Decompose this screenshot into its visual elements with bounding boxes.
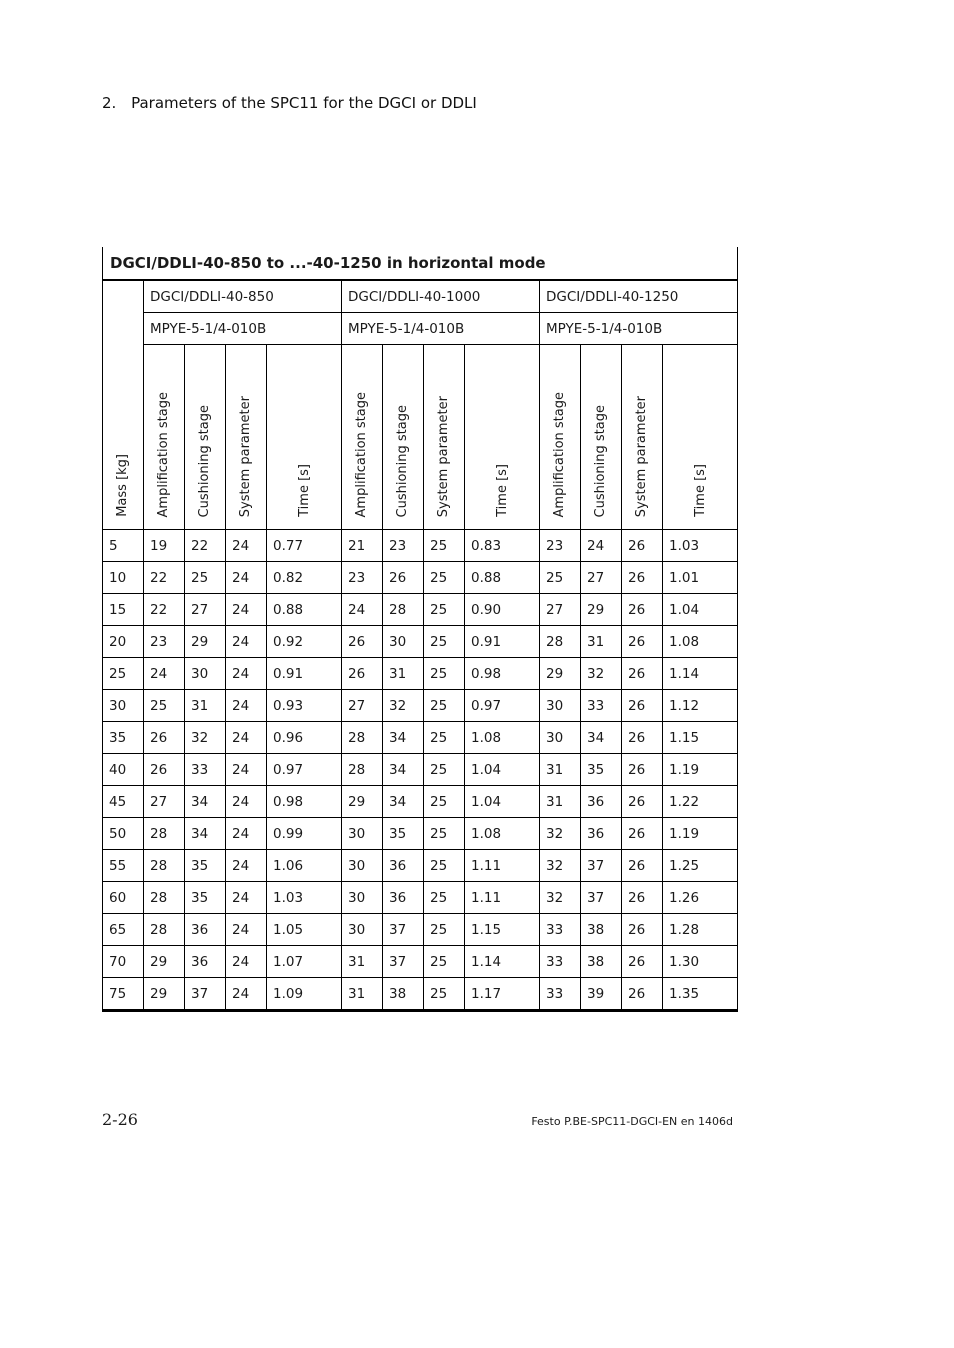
value-cell: 25: [424, 754, 465, 786]
value-cell: 26: [622, 562, 663, 594]
value-cell: 1.22: [663, 786, 738, 818]
value-cell: 33: [540, 914, 581, 946]
value-cell: 26: [383, 562, 424, 594]
mass-cell: 30: [103, 690, 144, 722]
col-header-cushioning: Cushioning stage: [185, 345, 226, 530]
mass-cell: 15: [103, 594, 144, 626]
value-cell: 22: [144, 562, 185, 594]
value-cell: 34: [185, 818, 226, 850]
value-cell: 24: [226, 626, 267, 658]
value-cell: 25: [424, 978, 465, 1011]
value-cell: 31: [383, 658, 424, 690]
value-cell: 29: [185, 626, 226, 658]
value-cell: 36: [383, 850, 424, 882]
mass-cell: 20: [103, 626, 144, 658]
value-cell: 31: [540, 786, 581, 818]
value-cell: 26: [622, 626, 663, 658]
value-cell: 38: [581, 946, 622, 978]
value-cell: 1.04: [663, 594, 738, 626]
value-cell: 24: [581, 530, 622, 562]
value-cell: 0.93: [267, 690, 342, 722]
value-cell: 32: [185, 722, 226, 754]
value-cell: 26: [622, 658, 663, 690]
value-cell: 31: [581, 626, 622, 658]
section-heading: [102, 94, 477, 112]
col-header-amplification: Amplification stage: [540, 345, 581, 530]
value-cell: 0.97: [267, 754, 342, 786]
mass-cell: 45: [103, 786, 144, 818]
col-header-time: Time [s]: [267, 345, 342, 530]
value-cell: 28: [144, 850, 185, 882]
table-row: [103, 594, 738, 626]
valve-header-850: MPYE-5-1/4-010B: [144, 313, 342, 345]
model-header-1000: DGCI/DDLI-40-1000: [342, 280, 540, 313]
mass-label: Mass [kg]: [115, 454, 130, 517]
value-cell: 25: [424, 882, 465, 914]
value-cell: 1.03: [663, 530, 738, 562]
value-cell: 38: [581, 914, 622, 946]
value-cell: 0.99: [267, 818, 342, 850]
value-cell: 34: [383, 786, 424, 818]
value-cell: 0.98: [465, 658, 540, 690]
valve-header-1250: MPYE-5-1/4-010B: [540, 313, 738, 345]
value-cell: 24: [226, 754, 267, 786]
value-cell: 24: [226, 914, 267, 946]
value-cell: 25: [185, 562, 226, 594]
value-cell: 37: [581, 882, 622, 914]
value-cell: 1.03: [267, 882, 342, 914]
value-cell: 23: [383, 530, 424, 562]
value-cell: 30: [342, 850, 383, 882]
value-cell: 1.06: [267, 850, 342, 882]
value-cell: 35: [581, 754, 622, 786]
value-cell: 28: [144, 882, 185, 914]
model-header-1250: DGCI/DDLI-40-1250: [540, 280, 738, 313]
value-cell: 26: [622, 786, 663, 818]
value-cell: 1.09: [267, 978, 342, 1011]
value-cell: 26: [622, 818, 663, 850]
table-row: [103, 562, 738, 594]
value-cell: 34: [383, 722, 424, 754]
value-cell: 29: [144, 978, 185, 1011]
value-cell: 28: [342, 754, 383, 786]
value-cell: 28: [144, 914, 185, 946]
value-cell: 26: [622, 850, 663, 882]
value-cell: 27: [581, 562, 622, 594]
value-cell: 26: [622, 690, 663, 722]
value-cell: 33: [540, 978, 581, 1011]
value-cell: 24: [226, 658, 267, 690]
value-cell: 28: [342, 722, 383, 754]
value-cell: 26: [622, 754, 663, 786]
value-cell: 25: [424, 786, 465, 818]
model-header-850: DGCI/DDLI-40-850: [144, 280, 342, 313]
value-cell: 33: [185, 754, 226, 786]
table-row: [103, 946, 738, 978]
value-cell: 1.11: [465, 850, 540, 882]
value-cell: 1.19: [663, 818, 738, 850]
value-cell: 0.90: [465, 594, 540, 626]
value-cell: 1.08: [663, 626, 738, 658]
value-cell: 0.88: [267, 594, 342, 626]
table-row: [103, 882, 738, 914]
table-row: [103, 530, 738, 562]
col-header-system: System parameter: [226, 345, 267, 530]
value-cell: 1.08: [465, 722, 540, 754]
value-cell: 36: [185, 946, 226, 978]
value-cell: 0.96: [267, 722, 342, 754]
value-cell: 26: [622, 530, 663, 562]
value-cell: 0.83: [465, 530, 540, 562]
value-cell: 24: [226, 818, 267, 850]
value-cell: 25: [424, 818, 465, 850]
value-cell: 30: [342, 914, 383, 946]
value-cell: 25: [424, 562, 465, 594]
value-cell: 1.26: [663, 882, 738, 914]
value-cell: 0.97: [465, 690, 540, 722]
value-cell: 1.04: [465, 754, 540, 786]
value-cell: 24: [226, 690, 267, 722]
value-cell: 1.35: [663, 978, 738, 1011]
value-cell: 22: [144, 594, 185, 626]
col-header-time: Time [s]: [663, 345, 738, 530]
value-cell: 37: [185, 978, 226, 1011]
value-cell: 1.11: [465, 882, 540, 914]
value-cell: 25: [424, 946, 465, 978]
mass-cell: 50: [103, 818, 144, 850]
value-cell: 29: [144, 946, 185, 978]
value-cell: 33: [581, 690, 622, 722]
table-body: [103, 530, 738, 1011]
value-cell: 25: [424, 658, 465, 690]
valve-header-1000: MPYE-5-1/4-010B: [342, 313, 540, 345]
value-cell: 26: [622, 594, 663, 626]
value-cell: 34: [185, 786, 226, 818]
value-cell: 32: [540, 818, 581, 850]
mass-cell: 70: [103, 946, 144, 978]
value-cell: 23: [342, 562, 383, 594]
value-cell: 0.91: [267, 658, 342, 690]
col-header-cushioning: Cushioning stage: [383, 345, 424, 530]
value-cell: 30: [540, 690, 581, 722]
table-title: DGCI/DDLI-40-850 to ...-40-1250 in horizontal mode: [103, 247, 738, 280]
table-row: [103, 914, 738, 946]
value-cell: 0.82: [267, 562, 342, 594]
value-cell: 26: [144, 754, 185, 786]
value-cell: 1.05: [267, 914, 342, 946]
table-row: [103, 786, 738, 818]
parameter-table-container: [102, 247, 737, 1012]
value-cell: 25: [144, 690, 185, 722]
value-cell: 28: [383, 594, 424, 626]
value-cell: 35: [383, 818, 424, 850]
table-row: [103, 850, 738, 882]
mass-cell: 35: [103, 722, 144, 754]
value-cell: 24: [226, 978, 267, 1011]
mass-header: [103, 280, 144, 530]
mass-cell: 25: [103, 658, 144, 690]
value-cell: 0.92: [267, 626, 342, 658]
value-cell: 24: [144, 658, 185, 690]
table-row: [103, 690, 738, 722]
value-cell: 1.08: [465, 818, 540, 850]
value-cell: 1.15: [465, 914, 540, 946]
value-cell: 0.88: [465, 562, 540, 594]
col-header-system: System parameter: [424, 345, 465, 530]
value-cell: 28: [540, 626, 581, 658]
value-cell: 26: [622, 882, 663, 914]
mass-cell: 75: [103, 978, 144, 1011]
value-cell: 26: [622, 946, 663, 978]
value-cell: 26: [622, 722, 663, 754]
value-cell: 32: [540, 850, 581, 882]
value-cell: 24: [226, 594, 267, 626]
value-cell: 24: [342, 594, 383, 626]
value-cell: 1.12: [663, 690, 738, 722]
col-header-cushioning: Cushioning stage: [581, 345, 622, 530]
value-cell: 25: [424, 914, 465, 946]
value-cell: 37: [581, 850, 622, 882]
value-cell: 32: [383, 690, 424, 722]
value-cell: 23: [144, 626, 185, 658]
value-cell: 24: [226, 850, 267, 882]
value-cell: 31: [342, 978, 383, 1011]
value-cell: 31: [540, 754, 581, 786]
value-cell: 29: [540, 658, 581, 690]
value-cell: 31: [185, 690, 226, 722]
mass-cell: 65: [103, 914, 144, 946]
table-row: [103, 754, 738, 786]
value-cell: 29: [342, 786, 383, 818]
value-cell: 36: [581, 786, 622, 818]
value-cell: 37: [383, 946, 424, 978]
value-cell: 25: [424, 626, 465, 658]
value-cell: 36: [581, 818, 622, 850]
value-cell: 32: [540, 882, 581, 914]
value-cell: 26: [144, 722, 185, 754]
value-cell: 28: [144, 818, 185, 850]
value-cell: 25: [424, 530, 465, 562]
value-cell: 1.19: [663, 754, 738, 786]
value-cell: 1.07: [267, 946, 342, 978]
section-title: Parameters of the SPC11 for the DGCI or DDLI: [131, 94, 477, 112]
col-header-amplification: Amplification stage: [342, 345, 383, 530]
value-cell: 19: [144, 530, 185, 562]
value-cell: 30: [540, 722, 581, 754]
value-cell: 36: [185, 914, 226, 946]
value-cell: 1.04: [465, 786, 540, 818]
value-cell: 24: [226, 722, 267, 754]
col-header-system: System parameter: [622, 345, 663, 530]
value-cell: 30: [185, 658, 226, 690]
page-number: 2-26: [102, 1110, 138, 1129]
value-cell: 23: [540, 530, 581, 562]
value-cell: 26: [622, 914, 663, 946]
value-cell: 27: [185, 594, 226, 626]
table-row: [103, 818, 738, 850]
value-cell: 1.15: [663, 722, 738, 754]
value-cell: 1.01: [663, 562, 738, 594]
value-cell: 27: [144, 786, 185, 818]
value-cell: 34: [383, 754, 424, 786]
table-row: [103, 626, 738, 658]
col-header-amplification: Amplification stage: [144, 345, 185, 530]
parameter-table: [102, 247, 738, 1012]
value-cell: 24: [226, 946, 267, 978]
value-cell: 27: [540, 594, 581, 626]
value-cell: 37: [383, 914, 424, 946]
value-cell: 31: [342, 946, 383, 978]
value-cell: 27: [342, 690, 383, 722]
value-cell: 24: [226, 882, 267, 914]
value-cell: 25: [424, 690, 465, 722]
value-cell: 25: [424, 594, 465, 626]
value-cell: 22: [185, 530, 226, 562]
value-cell: 26: [622, 978, 663, 1011]
section-number: 2.: [102, 94, 117, 112]
value-cell: 25: [424, 850, 465, 882]
value-cell: 21: [342, 530, 383, 562]
value-cell: 0.98: [267, 786, 342, 818]
value-cell: 1.14: [663, 658, 738, 690]
mass-cell: 60: [103, 882, 144, 914]
value-cell: 1.25: [663, 850, 738, 882]
value-cell: 24: [226, 562, 267, 594]
value-cell: 25: [540, 562, 581, 594]
value-cell: 29: [581, 594, 622, 626]
value-cell: 36: [383, 882, 424, 914]
value-cell: 26: [342, 626, 383, 658]
value-cell: 1.17: [465, 978, 540, 1011]
value-cell: 30: [342, 882, 383, 914]
value-cell: 0.91: [465, 626, 540, 658]
value-cell: 35: [185, 850, 226, 882]
table-row: [103, 658, 738, 690]
value-cell: 39: [581, 978, 622, 1011]
value-cell: 35: [185, 882, 226, 914]
value-cell: 24: [226, 530, 267, 562]
value-cell: 34: [581, 722, 622, 754]
mass-cell: 40: [103, 754, 144, 786]
value-cell: 1.14: [465, 946, 540, 978]
value-cell: 30: [342, 818, 383, 850]
table-row: [103, 722, 738, 754]
value-cell: 33: [540, 946, 581, 978]
value-cell: 30: [383, 626, 424, 658]
value-cell: 0.77: [267, 530, 342, 562]
value-cell: 26: [342, 658, 383, 690]
mass-cell: 10: [103, 562, 144, 594]
mass-cell: 55: [103, 850, 144, 882]
table-row: [103, 978, 738, 1011]
value-cell: 24: [226, 786, 267, 818]
value-cell: 32: [581, 658, 622, 690]
col-header-time: Time [s]: [465, 345, 540, 530]
value-cell: 38: [383, 978, 424, 1011]
mass-cell: 5: [103, 530, 144, 562]
document-reference: Festo P.BE-SPC11-DGCI-EN en 1406d: [531, 1115, 733, 1128]
value-cell: 1.28: [663, 914, 738, 946]
value-cell: 1.30: [663, 946, 738, 978]
value-cell: 25: [424, 722, 465, 754]
